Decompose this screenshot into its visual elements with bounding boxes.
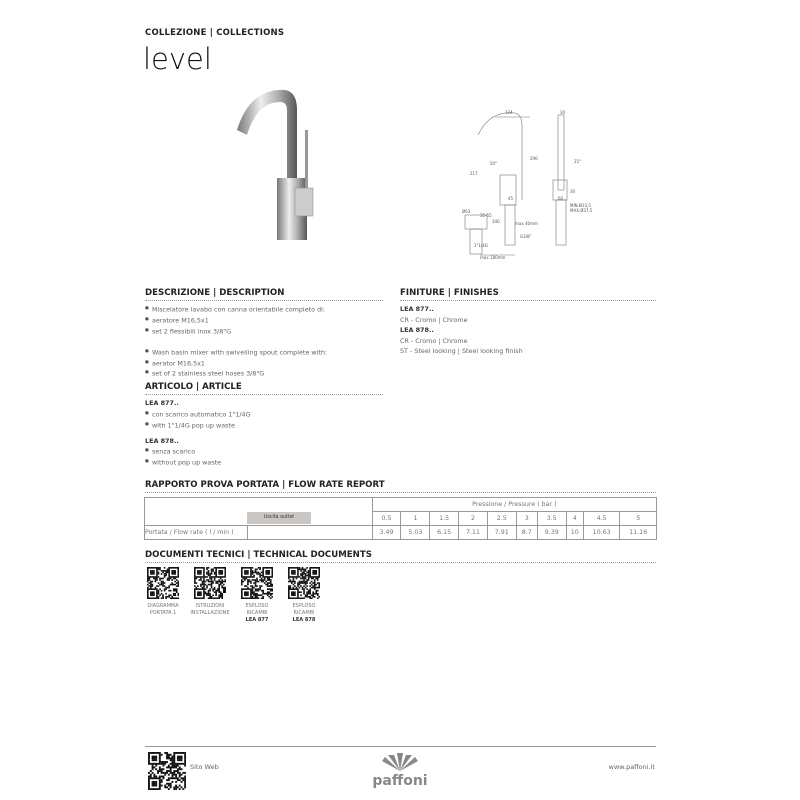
pressure-value: 4 <box>566 512 583 526</box>
article-item: ● senza scarico <box>145 446 383 457</box>
doc-caption: ESPLOSO <box>245 603 269 609</box>
svg-text:45: 45 <box>508 196 514 201</box>
svg-text:MAX.Ø37,5: MAX.Ø37,5 <box>570 208 593 213</box>
doc-caption: INSTALLAZIONE <box>190 610 230 616</box>
svg-text:217: 217 <box>470 171 478 176</box>
pressure-value: 0,5 <box>372 512 401 526</box>
svg-text:Ø63: Ø63 <box>462 209 471 214</box>
finish-item: CR - Cromo | Chrome <box>400 315 468 324</box>
pressure-value: 5 <box>620 512 657 526</box>
flow-heading: RAPPORTO PROVA PORTATA | FLOW RATE REPORT <box>145 480 656 493</box>
desc-it-item: ● Miscelatore lavabo con canna orientabile completo di: <box>145 304 383 315</box>
technical-documents <box>138 567 326 624</box>
pressure-value: 3.5 <box>537 512 566 526</box>
svg-text:30: 30 <box>560 110 566 115</box>
svg-text:MIN.Ø33,5: MIN.Ø33,5 <box>570 203 591 208</box>
finishes-section <box>400 288 656 357</box>
svg-text:25°: 25° <box>574 159 582 164</box>
svg-text:G3/8": G3/8" <box>520 234 532 239</box>
docs-heading: DOCUMENTI TECNICI | TECHNICAL DOCUMENTS <box>145 550 656 563</box>
pressure-header: Pressione / Pressure ( bar ) <box>372 498 656 512</box>
pressure-value: 2 <box>459 512 488 526</box>
desc-it-item: ● set 2 flessibili inox 3/8"G <box>145 326 383 337</box>
qr-code-icon[interactable] <box>288 567 320 599</box>
flow-rate-value: 10.63 <box>583 526 619 540</box>
finish-item: CR - Cromo | Chrome <box>400 336 468 345</box>
doc-caption: RICAMBI <box>246 610 268 616</box>
flow-rate-value: 7.91 <box>487 526 516 540</box>
finishes-heading: FINITURE | FINISHES <box>400 288 656 301</box>
flow-rate-value: 9.39 <box>537 526 566 540</box>
finish-code: LEA 877.. <box>400 305 434 313</box>
flow-rate-value: 3.49 <box>372 526 401 540</box>
doc-caption: DIAGRAMMA <box>147 603 179 609</box>
flow-rate-value: 8.7 <box>516 526 537 540</box>
article-item: ● with 1"1/4G pop up waste <box>145 420 383 431</box>
svg-text:50°: 50° <box>490 161 498 166</box>
brand-logo: paffoni <box>372 753 428 787</box>
desc-en-item: ● aerator M16,5x1 <box>145 358 383 369</box>
flow-rate-value: 7.11 <box>459 526 488 540</box>
description-section <box>145 288 383 468</box>
doc-item[interactable] <box>138 567 188 624</box>
svg-text:290: 290 <box>530 156 538 161</box>
doc-code: LEA 877 <box>245 617 269 623</box>
description-heading: DESCRIZIONE | DESCRIPTION <box>145 288 383 301</box>
article-code: LEA 878.. <box>145 436 179 445</box>
flow-rate-value: 6.15 <box>430 526 459 540</box>
svg-text:max 180mm: max 180mm <box>480 255 506 260</box>
faucet-photo <box>225 80 315 245</box>
svg-text:1"1/4G: 1"1/4G <box>474 243 488 248</box>
flow-rate-table <box>144 497 657 540</box>
technical-drawing <box>450 105 600 265</box>
outlet-label: Uscita outlet <box>247 512 311 524</box>
doc-caption: RICAMBI <box>293 610 315 616</box>
svg-text:max 40mm: max 40mm <box>515 221 538 226</box>
pressure-value: 4.5 <box>583 512 619 526</box>
flow-rate-value: 5.03 <box>401 526 430 540</box>
svg-text:30: 30 <box>570 189 576 194</box>
doc-code: LEA 878 <box>292 617 316 623</box>
site-label: Sito Web <box>190 763 219 771</box>
flow-rate-value: 10 <box>566 526 583 540</box>
svg-text:340: 340 <box>492 219 500 224</box>
collection-kicker: COLLEZIONE | COLLECTIONS <box>145 28 285 38</box>
finish-code: LEA 878.. <box>400 326 434 335</box>
qr-code-icon[interactable] <box>194 567 226 599</box>
doc-caption: ISTRUZIONI <box>195 603 225 609</box>
doc-item[interactable] <box>185 567 235 624</box>
article-item: ● without pop up waste <box>145 457 383 468</box>
finish-item: ST - Steel looking | Steel looking finish <box>400 347 523 356</box>
qr-code-icon[interactable] <box>147 567 179 599</box>
doc-item[interactable] <box>279 567 329 624</box>
flow-rate-value: 11.16 <box>620 526 657 540</box>
desc-en-item: ● set of 2 stainless steel hoses 3/8"G <box>145 368 383 379</box>
svg-text:35-55: 35-55 <box>480 213 492 218</box>
doc-item[interactable] <box>232 567 282 624</box>
article-code: LEA 877.. <box>145 399 179 408</box>
product-title: level <box>143 42 212 76</box>
pressure-value: 1 <box>401 512 430 526</box>
website-url[interactable]: www.paffoni.it <box>608 763 655 771</box>
pressure-value: 1.5 <box>430 512 459 526</box>
article-item: ● con scarico automatico 1"1/4G <box>145 409 383 420</box>
doc-caption: PORTATA 1 <box>149 610 177 616</box>
doc-caption: ESPLOSO <box>292 603 316 609</box>
desc-en-item: ● Wash basin mixer with swivelling spout complete with: <box>145 347 383 358</box>
website-qr-icon[interactable] <box>148 752 186 790</box>
article-heading: ARTICOLO | ARTICLE <box>145 382 383 395</box>
pressure-value: 2.5 <box>487 512 516 526</box>
footer-divider <box>145 746 656 747</box>
qr-code-icon[interactable] <box>241 567 273 599</box>
pressure-value: 3 <box>516 512 537 526</box>
desc-it-item: ● aeratore M16,5x1 <box>145 315 383 326</box>
flow-row-label: Portata / Flow rate ( l / min ) <box>145 526 248 540</box>
svg-text:124: 124 <box>505 110 513 115</box>
drawing-dimensions <box>462 110 593 260</box>
svg-text:60: 60 <box>558 196 564 201</box>
